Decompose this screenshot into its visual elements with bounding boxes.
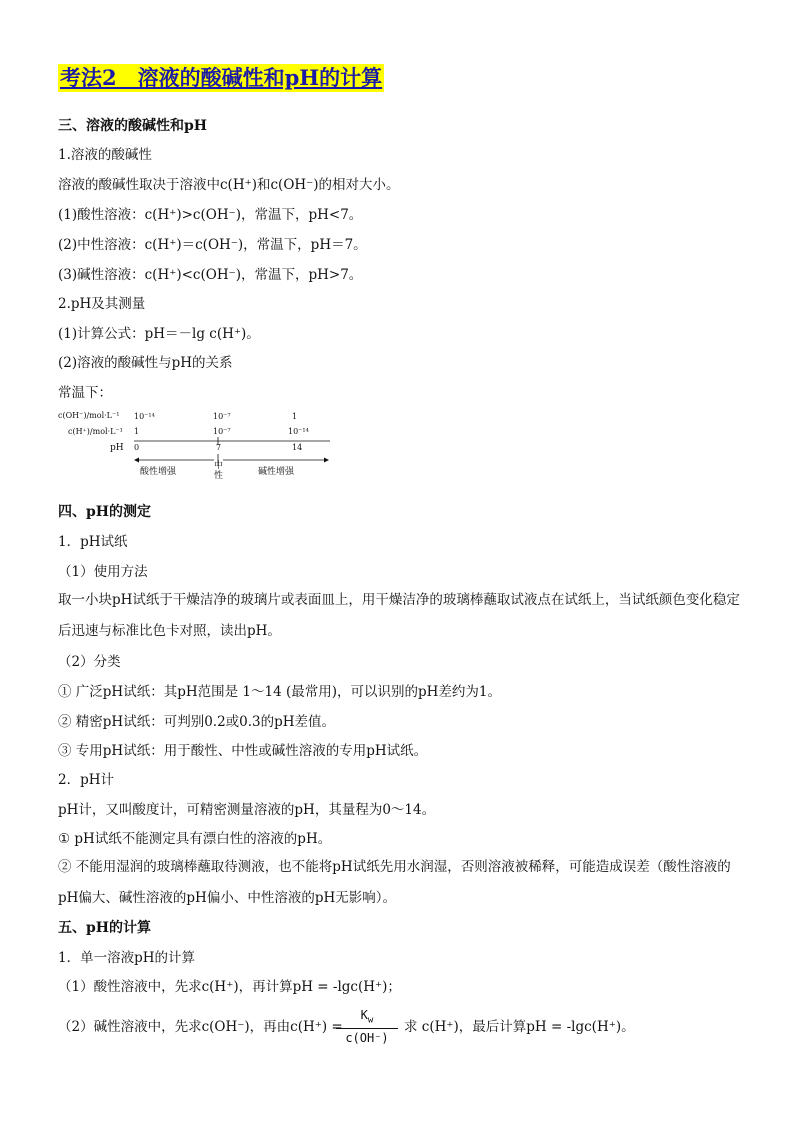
oh-value-7: 10⁻⁷ (213, 412, 231, 421)
section-heading-4: 四、pH的测定 (58, 504, 152, 520)
paragraph-acid-calc: （1）酸性溶液中，先求c(H⁺)，再计算pH = -lgc(H⁺)； (58, 979, 401, 995)
subheading-classification: （2）分类 (58, 654, 121, 670)
neutral-label-2: 性 (214, 471, 224, 481)
neutral-label-1: 中 (214, 461, 224, 471)
oh-row-label: c(OH⁻)/mol·L⁻¹ (58, 411, 120, 420)
kw-fraction (336, 1008, 398, 1048)
ph-scale-diagram (58, 408, 338, 488)
ph-value-14: 14 (292, 443, 303, 452)
paragraph-ph-formula: (1)计算公式：pH＝－lg c(H⁺)。 (58, 326, 260, 342)
paragraph-base-calc-end: 求 c(H⁺)，最后计算pH = -lgc(H⁺)。 (404, 1019, 635, 1035)
h-value-0: 1 (134, 427, 140, 436)
oh-value-0: 10⁻¹⁴ (134, 412, 155, 421)
note-bleach: ① pH试纸不能测定具有漂白性的溶液的pH。 (58, 831, 332, 847)
paragraph-base-calc-start: （2）碱性溶液中，先求c(OH⁻)，再由c(H⁺) = (58, 1019, 343, 1035)
kw-subscript: w (367, 1015, 374, 1026)
section-heading-3: 三、溶液的酸碱性和pH (58, 118, 208, 134)
paragraph-neutral: (2)中性溶液：c(H⁺)＝c(OH⁻)，常温下，pH＝7。 (58, 237, 367, 253)
subheading-ph-measure: 2.pH及其测量 (58, 296, 146, 312)
base-arrow-head (324, 458, 329, 463)
paragraph-ph-meter: pH计，又叫酸度计，可精密测量溶液的pH，其量程为0～14。 (58, 802, 436, 818)
ph-value-0: 0 (134, 443, 140, 452)
h-value-7: 10⁻⁷ (213, 427, 231, 436)
ph-row-label: pH (110, 443, 124, 453)
fraction-numerator (336, 1008, 398, 1025)
subheading-usage: （1）使用方法 (58, 564, 148, 580)
fraction-denominator: c(OH⁻) (345, 1031, 389, 1045)
paragraph-ph-relation: (2)溶液的酸碱性与pH的关系 (58, 355, 233, 371)
paragraph-usage-method: 取一小块pH试纸于干燥洁净的玻璃片或表面皿上，用干燥洁净的玻璃棒蘸取试液点在试纸上，当试纸颜色变化稳定后迅速与标准比色卡对照，读出pH。 (58, 592, 740, 639)
h-row-label: c(H⁺)/mol·L⁻¹ (68, 427, 123, 436)
list-item-precise-paper: ② 精密pH试纸：可判别0.2或0.3的pH差值。 (58, 714, 336, 730)
section-heading-5: 五、pH的计算 (58, 920, 152, 936)
acid-arrow-head (134, 458, 139, 463)
subheading-single-solution: 1．单一溶液pH的计算 (58, 950, 196, 966)
subheading-ph-meter: 2．pH计 (58, 772, 115, 788)
note-wet-rod: ② 不能用湿润的玻璃棒蘸取待测液，也不能将pH试纸先用水润湿，否则溶液被稀释，可能造成误差（酸性溶液的pH偏大、碱性溶液的pH偏小、中性溶液的pH无影响）。 (58, 859, 731, 906)
base-increase-label: 碱性增强 (258, 467, 295, 477)
subheading-acidity: 1.溶液的酸碱性 (58, 147, 152, 163)
acid-increase-label: 酸性增强 (140, 467, 177, 477)
paragraph-basic: (3)碱性溶液：c(H⁺)<c(OH⁻)，常温下，pH>7。 (58, 267, 363, 283)
list-item-broad-paper: ① 广泛pH试纸：其pH范围是 1～14 (最常用)，可以识别的pH差约为1。 (58, 684, 502, 700)
paragraph-acidity-basis: 溶液的酸碱性取决于溶液中c(H⁺)和c(OH⁻)的相对大小。 (58, 177, 400, 193)
fraction-bar (336, 1028, 398, 1029)
paragraph-room-temp: 常温下： (58, 385, 112, 401)
page-title: 考法2 溶液的酸碱性和pH的计算 (60, 65, 383, 90)
subheading-ph-paper: 1．pH试纸 (58, 534, 128, 550)
paragraph-acidic: (1)酸性溶液：c(H⁺)>c(OH⁻)，常温下，pH<7。 (58, 207, 363, 223)
list-item-special-paper: ③ 专用pH试纸：用于酸性、中性或碱性溶液的专用pH试纸。 (58, 743, 428, 759)
oh-value-14: 1 (292, 412, 298, 421)
ph-value-7: 7 (216, 443, 222, 452)
kw-symbol: K (360, 1008, 368, 1022)
h-value-14: 10⁻¹⁴ (288, 427, 309, 436)
